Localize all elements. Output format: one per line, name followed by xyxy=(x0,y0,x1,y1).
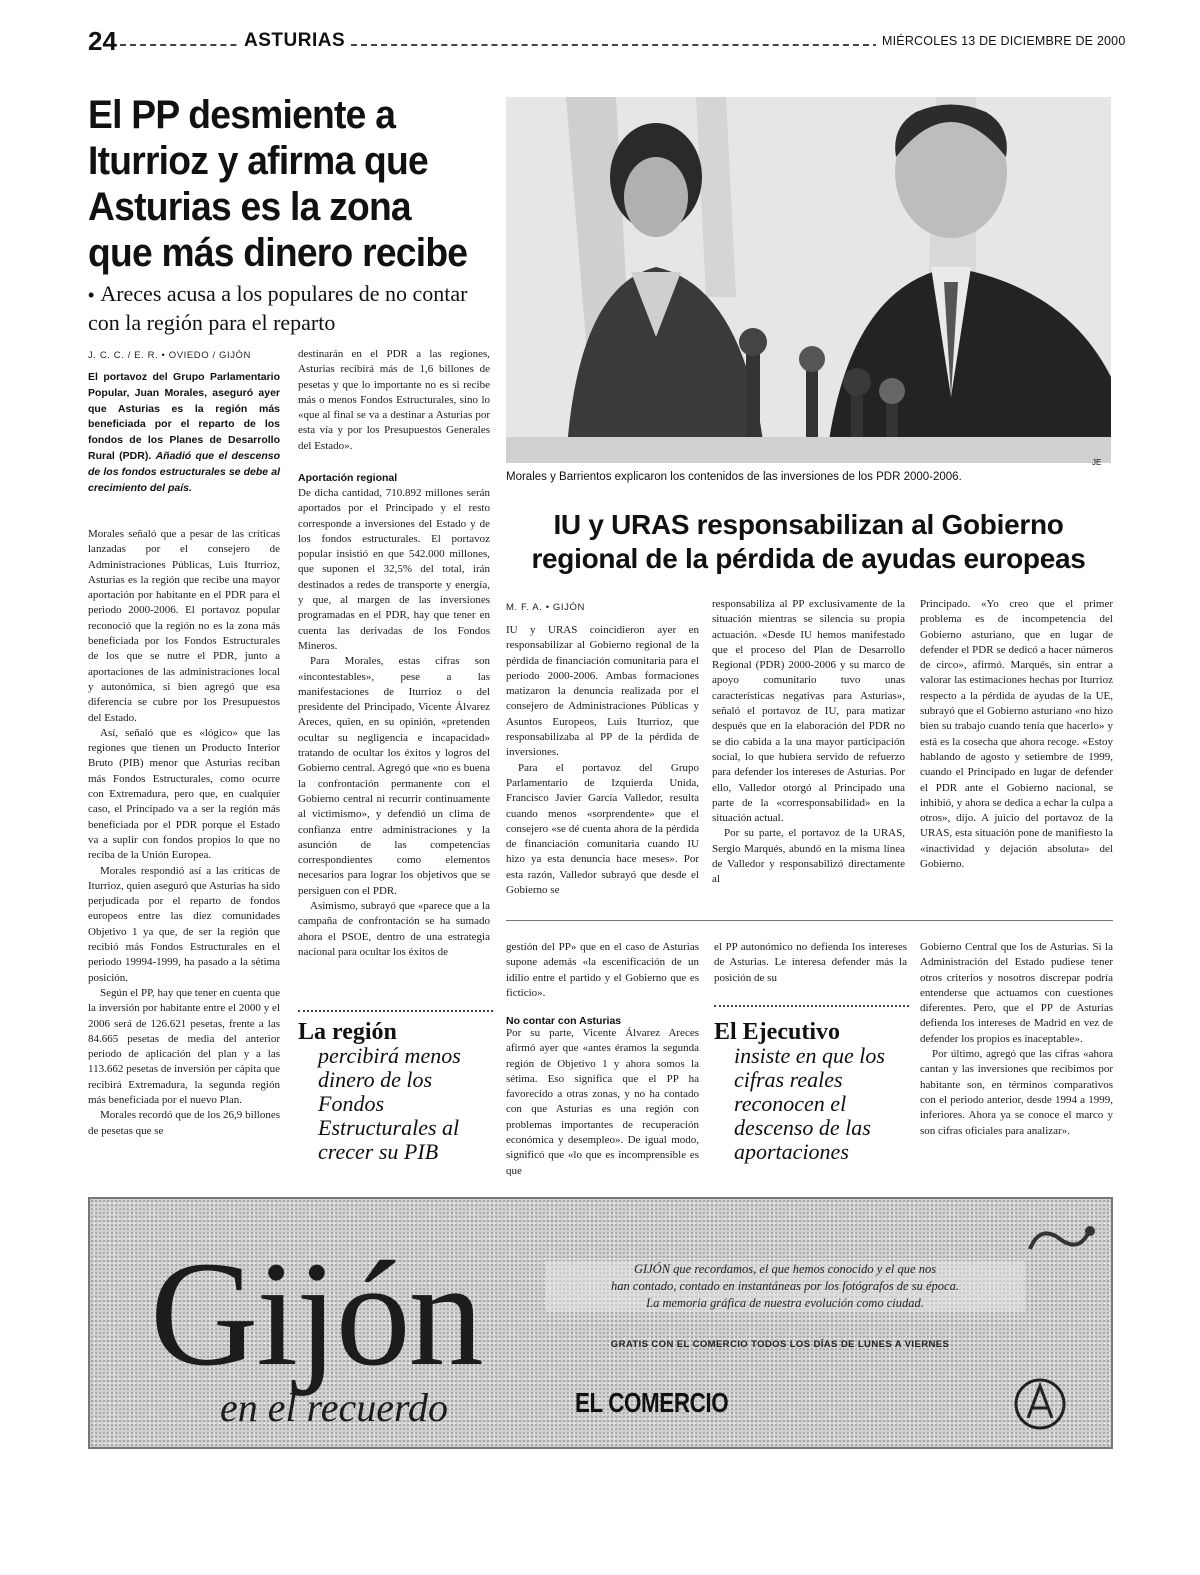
page-number: 24 xyxy=(88,26,117,56)
paragraph: Morales recordó que de los 26,9 billones de pesetas que se xyxy=(88,1109,280,1137)
pullquote-text: percibirá menos dinero de los Fondos Estructurales al crecer su PIB xyxy=(318,1043,461,1164)
article1-col3-top xyxy=(506,940,699,1001)
paragraph: IU y URAS coincidieron ayer en responsabilizar al Gobierno regional de la pérdida de financiación comunitaria para el periodo 2000-2006. Ambas formaciones matizaron la denuncia realizada por el consejero de Administraciones Públicas y Asuntos Europeos, Luis Iturrioz, que responsabilizaba al PP de la pérdida de inversiones. xyxy=(506,624,699,759)
paragraph: Para el portavoz del Grupo Parlamentario de Izquierda Unida, Francisco Javier García Valledor, resulta cuando menos «sorprendente» que el consejero «se dé cuenta ahora de la pérdida de financiación comunitaria cuando IU hizo ya esta denuncia hace meses». Por esta razón, Valledor subrayó que desde el Gobierno se xyxy=(506,761,699,895)
article2-col3 xyxy=(920,597,1113,897)
paragraph: Así, señaló que es «lógico» que las regiones que tienen un Producto Interior Bruto (PIB) menor que Asturias reciban más Fondos Estructurales, como ocurre con Extremadura, pero que, en cualquier caso, el Principado va a ser la región más beneficiada por el PDR porque el Estado va a suplir con fondos propios lo que no reciba de la Unión Europea. xyxy=(88,726,280,862)
pullquote-title: El Ejecutivo xyxy=(714,1019,840,1045)
secondary-headline xyxy=(506,508,1111,576)
photo-illustration xyxy=(506,97,1111,463)
ad-offer: GRATIS CON EL COMERCIO TODOS LOS DÍAS DE LUNES A VIERNES xyxy=(610,1339,950,1350)
paragraph: Por su parte, Vicente Álvarez Areces afirmó ayer que «antes éramos la segunda región de Objetivo 1 y ahora somos la sétima. Eso significa que el PP ha favorecido a otras zonas, y no ha contado con que Asturias es una región con problemas importantes de recuperación económica y desempleo». De igual modo, significó que «lo que es incomprensible es que xyxy=(506,1027,699,1176)
article1-col4-top xyxy=(714,940,907,986)
article2-col2 xyxy=(712,597,905,897)
article2-col1 xyxy=(506,623,699,895)
headline-line: IU y URAS responsabilizan al Gobierno xyxy=(553,509,1064,540)
ad-text-line: han contado, contado en instantáneas por los fotógrafos de su época. xyxy=(611,1279,959,1293)
paragraph: Morales respondió así a las críticas de Iturrioz, quien aseguró que Asturias ha sido perjudicada por el reparto de fondos europeos entre las diez comunidades Objetivo 1 ya que, de ser la región que recibió más Fondos Estructurales en el periodo 19994-1999, ha pasado a la sétima posición. xyxy=(88,864,280,984)
photo-credit: JE xyxy=(1092,458,1102,467)
paragraph: el PP autonómico no defienda los intereses de Asturias. Le interesa defender más la posición de su xyxy=(714,941,907,984)
pullquote-rule xyxy=(298,1010,493,1012)
ad-tagline: en el recuerdo xyxy=(220,1385,449,1430)
paragraph: gestión del PP» que en el caso de Asturias supone además «la escenificación de un idilio entre el partido y el Gobierno que es ficticio». xyxy=(506,941,699,999)
news-photo xyxy=(506,97,1111,463)
section-title: ASTURIAS xyxy=(238,30,351,52)
paragraph: Según el PP, hay que tener en cuenta que la inversión por habitante entre el 2000 y el 2006 será de 126.621 pesetas, frente a las 84.665 pesetas de media del anterior periodo de aplicación del plan y a las 113.662 pesetas de inversión per cápita que recibirá Extremadura, la segunda región más beneficiada por el nuevo Plan. xyxy=(88,986,280,1106)
paragraph: destinarán en el PDR a las regiones, Asturias recibirá más de 1,6 billones de pesetas y que lo importante no es si recibe más o menos Fondos Estructurales, sino lo «que al final se va a destinar a Asturias por esta vía y por los Presupuestos Generales del Estado». xyxy=(298,348,490,452)
main-headline xyxy=(88,92,469,276)
pullquote-title: La región xyxy=(298,1019,397,1045)
pullquote-ejecutivo xyxy=(714,1020,909,1164)
subhead-aportacion: Aportación regional xyxy=(298,472,398,484)
paragraph: Para Morales, estas cifras son «incontestables», pese a las manifestaciones de Iturrioz o del presidente del Principado, Vicente Álvarez Areces, quien, en su opinión, «pretenden ocultar su negligencia e incapacidad» tratando de ocultar los éxitos y logros del Gobierno central. Agregó que «no es buena la confrontación permanente con el Gobierno central ni recurrir continuamente al victimismo», y defendió un clima de confianza entre administraciones y la asunción de las competencias correspondientes como elementos necesarios para lograr los objetivos que se persiguen con el PDR. xyxy=(298,655,490,897)
article2-bottom-rule xyxy=(506,920,1113,921)
paragraph: Gobierno Central que los de Asturias. Si la Administración del Estado pudiese tener otros criterios y nosotros discrepar podría entenderse que actuamos con cuestiones diferentes. Pero, que el PP de Asturias defienda los intereses de Madrid en vez de defender los propios es inaceptable». xyxy=(920,941,1113,1045)
ad-ornament-icon xyxy=(1020,1219,1100,1259)
ad-description xyxy=(545,1261,1025,1312)
photo-caption: Morales y Barrientos explicaron los contenidos de las inversiones de los PDR 2000-2006. xyxy=(506,471,962,483)
bullet-icon: • xyxy=(88,285,95,305)
main-subheadline xyxy=(88,280,488,336)
issue-date: MIÉRCOLES 13 DE DICIEMBRE DE 2000 xyxy=(876,34,1125,48)
subhead-no-contar: No contar con Asturias xyxy=(506,1015,622,1027)
headline-line: Iturrioz y afirma que xyxy=(88,139,428,183)
article1-lead xyxy=(88,370,280,496)
headline-line: Asturias es la zona xyxy=(88,185,411,229)
ad-brand-logo: EL COMERCIO xyxy=(575,1387,729,1418)
pullquote-region xyxy=(298,1020,493,1164)
paragraph: Principado. «Yo creo que el primer problema es de incompetencia del Gobierno asturiano, que en lugar de defender el PDR se dedicó a hacer números de circo», afirmó. Marqués, sin entrar a valorar las estimaciones hechas por Iturrioz respecto a la pérdida de ayudas de la UE, subrayó que el Gobierno asturiano «no hizo bien su trabajo cuando tenía que hacerlo» y está es la cosecha que ahora recoge. «Estoy hablando de agosto y setiembre de 1999, cuando el Principado en lugar de defender el PDR ante el Gobierno nacional, se inhibió, y ahora se dedica a echar la culpa a otros», dijo. A juicio del portavoz de la URAS, esta situación pone de manifiesto la «inactividad y dejación absoluta» del Gobierno. xyxy=(920,598,1113,871)
article1-col2 xyxy=(298,486,490,998)
paragraph: Asimismo, subrayó que «parece que a la campaña de confrontación se ha sumado ahora el PSOE, dentro de una estrategia nacional para ocultar los éxitos de xyxy=(298,900,490,958)
headline-line: El PP desmiente a xyxy=(88,93,396,137)
paragraph: Por último, agregó que las cifras «ahora cantan y las inversiones que recibimos por habitante son, en términos comparativos con el periodo anterior, desde 1994 a 1999, inferiores. Ahora ya se conoce el marco y son cifras oficiales para analizar». xyxy=(920,1048,1113,1137)
pullquote-rule xyxy=(714,1005,909,1007)
article1-byline: J. C. C. / E. R. • OVIEDO / GIJÓN xyxy=(88,350,252,361)
paragraph: De dicha cantidad, 710.892 millones serán aportados por el Principado y el resto corresponde a inversiones del Estado y de los fondos estructurales. El portavoz popular insistió en que 542.000 millones, que suponen el 32,5% del total, irán destinados a redes de transporte y energía, y que, al margen de las inversiones programadas en el PDR, hay que tener en cuenta las derivadas de los Fondos Mineros. xyxy=(298,487,490,652)
paragraph: Por su parte, el portavoz de la URAS, Sergio Marqués, abundó en la misma línea de Valledor y responsabilizó directamente al xyxy=(712,827,905,886)
article1-col1 xyxy=(88,527,280,1177)
headline-line: que más dinero recibe xyxy=(88,231,468,275)
advertisement-banner[interactable] xyxy=(88,1197,1113,1449)
pullquote-text: insiste en que los cifras reales reconocen el descenso de las aportaciones xyxy=(734,1043,885,1164)
paragraph: Morales señaló que a pesar de las críticas lanzadas por el consejero de Administraciones Públicas, Luis Iturrioz, Asturias es la región que recibe una mayor aportación por habitante en el PDR para el periodo 2000-2006. El portavoz popular reconoció que la región no es la zona más beneficiada por los Fondos Estructurales de los que se nutre el PDR, junto a aportaciones de las administraciones local y autonómica, si bien agregó que esa diferencia se cubre por los Presupuestos del Estado. xyxy=(88,528,280,724)
ad-title: Gijón xyxy=(150,1231,482,1397)
lead-part2: Añadió que el descenso de los fondos estructurales se debe al crecimiento del país. xyxy=(88,449,280,494)
headline-line: regional de la pérdida de ayudas europeas xyxy=(531,543,1086,574)
ad-emblem-icon xyxy=(1010,1374,1070,1434)
subheadline-text: Areces acusa a los populares de no contar con la región para el reparto xyxy=(88,281,468,335)
article1-col5 xyxy=(920,940,1113,1180)
lead-part1: El portavoz del Grupo Parlamentario Popular, Juan Morales, aseguró ayer que Asturias es la región más beneficiada por el reparto de los fondos de los Planes de Desarrollo Rural (PDR). xyxy=(88,371,280,462)
paragraph: responsabiliza al PP exclusivamente de la situación mientras se silencia su propia actuación. «Desde IU hemos manifestado que el proceso del Plan de Desarrollo Regional (PDR) 2000-2006 y su marco de apoyo comunitario tuvo unas características negativas para Asturias», señaló el portavoz de IU, para matizar después que en la elaboración del PDR no se dio cabida a la una mayor participación social, lo que hubiera servido de refuerzo para defender los intereses de Asturias. Por ello, Valledor otorgó al Principado una parte de la «corresponsabilidad» en la situación actual. xyxy=(712,598,905,825)
article2-byline: M. F. A. • GIJÓN xyxy=(506,602,585,613)
article1-col2-top xyxy=(298,347,490,454)
ad-text-line: La memoria gráfica de nuestra evolución como ciudad. xyxy=(646,1296,924,1310)
ad-text-line: GIJÓN que recordamos, el que hemos conocido y el que nos xyxy=(633,1262,937,1276)
article1-col3 xyxy=(506,1026,699,1176)
